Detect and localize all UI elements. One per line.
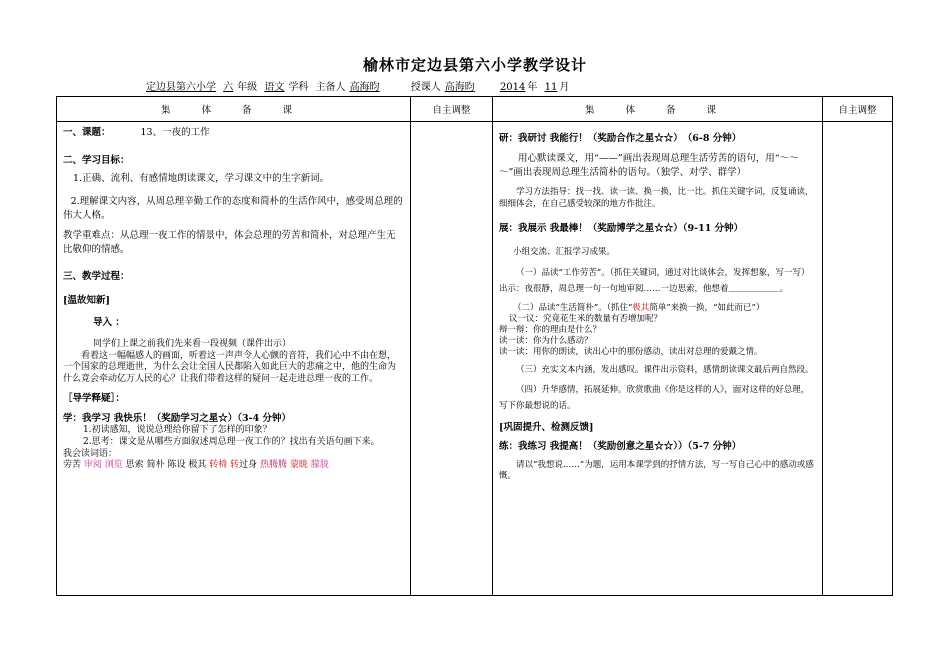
left-content-cell xyxy=(57,122,411,596)
intro-text-1: 同学们上课之前我们先来看一段视频（课件出示） xyxy=(93,338,292,349)
process-title: 三、教学过程： xyxy=(63,271,130,283)
word: 浏览 xyxy=(104,460,123,471)
meta-preparer: 高海昀 xyxy=(349,82,380,93)
show-text-3: （二）品读“生活简朴”。（抓住“极其简单”来换一换，“如此而已”） xyxy=(513,302,765,313)
learn-item-1: 1.初读感知，说说总理给你留下了怎样的印象？ xyxy=(83,425,272,436)
show-text-3e: 读一读：你为什么感动？ xyxy=(499,336,593,347)
word: 极其 xyxy=(188,460,207,471)
show-text-3d: 辩一辩：你的理由是什么？ xyxy=(499,325,602,335)
show-text-3f: 读一读：用你的朗读，读出心中的那份感动，读出对总理的爱戴之情。 xyxy=(499,347,763,358)
header-self-adjust-right: 自主调整 xyxy=(823,97,893,122)
goal-1: 1.正确、流利、有感情地朗读课文，学习课文中的生字新词。 xyxy=(73,172,330,184)
meta-subject-label: 学科 xyxy=(288,82,309,93)
study-title: 研：我研讨 我能行！（奖励合作之星☆☆） （6-8 分钟） xyxy=(499,133,742,144)
learn-title: 学：我学习 我快乐！（奖励学习之星☆）（3-4 分钟） xyxy=(63,412,292,424)
study-text-2: 学习方法指导：找一找、读一读、换一换，比一比。抓住关键字词，反复诵读，细细体会，在自己感受较深的地方作批注。 xyxy=(499,187,814,209)
study-text-1: 用心默读课文，用“——”画出表现周总理生活劳苦的语句，用“～～～”画出表现周总理生活简朴的语句。（独学、对学、群学） xyxy=(499,152,799,178)
meta-teacher: 高海昀 xyxy=(444,82,475,93)
topic-line: 一、课题： 13、一夜的工作 xyxy=(63,127,210,138)
word-list xyxy=(63,460,404,472)
meta-month: 11 xyxy=(544,82,558,93)
show-text-1: 小组交流、汇报学习成果。 xyxy=(513,247,616,257)
word: 简朴 xyxy=(146,460,165,471)
words-label: 我会读词语： xyxy=(63,448,118,459)
meta-month-label: 月 xyxy=(559,82,570,93)
right-content-cell xyxy=(493,122,823,596)
meta-subject: 语文 xyxy=(264,82,285,93)
practice-title: 练：我练习 我提高！（奖励创意之星☆☆））（5-7 分钟） xyxy=(499,441,742,453)
word: 思索 xyxy=(125,460,144,471)
goals-title: 二、学习目标： xyxy=(63,154,130,166)
show-text-5: （四）升华感情，拓展延伸。欣赏歌曲《你是这样的人》，面对这样的好总理，写下你最想说的话。 xyxy=(499,385,810,412)
right-adjust-cell xyxy=(823,122,893,596)
word: 陈设 xyxy=(167,460,186,471)
show-text-2: （一）品读“工作劳苦”。（抓住关键词，通过对比谈体会，发挥想象，写一写）出示：夜很静，周总理一句一句地审阅……一边思索，他想着＿＿＿＿＿＿。 xyxy=(499,268,810,294)
header-collective-prep-left: 集 体 备 课 xyxy=(57,97,411,122)
word: 热腾腾 xyxy=(260,460,288,471)
show-text-3c: 议一议：究竟花生米的数量有否增加呢？ xyxy=(509,313,663,324)
word: 劳苦 xyxy=(63,460,82,471)
left-adjust-cell xyxy=(411,122,493,596)
document-meta xyxy=(146,78,573,93)
meta-grade: 六 xyxy=(223,82,234,93)
review-title: [温故知新] xyxy=(63,295,110,307)
word: 蒙眬 xyxy=(289,460,308,471)
header-collective-prep-right: 集 体 备 课 xyxy=(493,97,823,122)
lesson-plan-table xyxy=(56,96,893,596)
guide-title: ［导学释疑］： xyxy=(63,392,125,404)
consolidate-title: [巩固提升、检测反馈] xyxy=(499,421,594,433)
word: 转椅 xyxy=(209,460,228,471)
intro-text-2: 看着这一幅幅感人的画面，听着这一声声令人心颤的音符，我们心中不由在想，一个国家的总理逝世，为什么会让全国人民都陷入如此巨大的悲痛之中，他的生命为什么竟会牵动亿万人民的心？让我们带着这样的疑问一起走进总理一夜的工作。 xyxy=(63,350,397,385)
meta-school: 定边县第六小学 xyxy=(146,82,216,93)
show-text-4: （三）充实文本内涵，发出感叹。课件出示资料，感情朗读课文最后两自然段。 xyxy=(516,365,814,376)
word: 审阅 xyxy=(83,460,102,471)
word: 过身 xyxy=(239,460,258,471)
meta-teacher-label: 授课人 xyxy=(410,82,441,93)
intro-label: 导入 ： xyxy=(93,316,125,328)
header-self-adjust-left: 自主调整 xyxy=(411,97,493,122)
goal-2: 2.理解课文内容，从周总理辛勤工作的态度和简朴的生活作风中，感受周总理的伟大人格。 xyxy=(63,196,403,222)
meta-grade-label: 年级 xyxy=(237,82,258,93)
meta-preparer-label: 主备人 xyxy=(315,82,346,93)
key-points: 教学重难点：从总理一夜工作的情景中，体会总理的劳苦和简朴，对总理产生无比敬仰的情感。 xyxy=(63,229,396,255)
word: 朦胧 xyxy=(310,460,329,471)
show-title: 展：我展示 我最棒！（奖励博学之星☆☆）（9-11 分钟） xyxy=(499,223,744,235)
meta-year: 2014 xyxy=(499,82,526,93)
document-title: 榆林市定边县第六小学教学设计 xyxy=(362,56,587,74)
word: 转 xyxy=(230,460,240,471)
meta-year-label: 年 xyxy=(527,82,538,93)
practice-text: 请以“我想说……”为题，运用本课学到的抒情方法，写一写自己心中的感动或感慨。 xyxy=(499,460,814,482)
learn-item-2: 2.思考：课文是从哪些方面叙述周总理一夜工作的？找出有关语句画下来。 xyxy=(83,436,380,447)
